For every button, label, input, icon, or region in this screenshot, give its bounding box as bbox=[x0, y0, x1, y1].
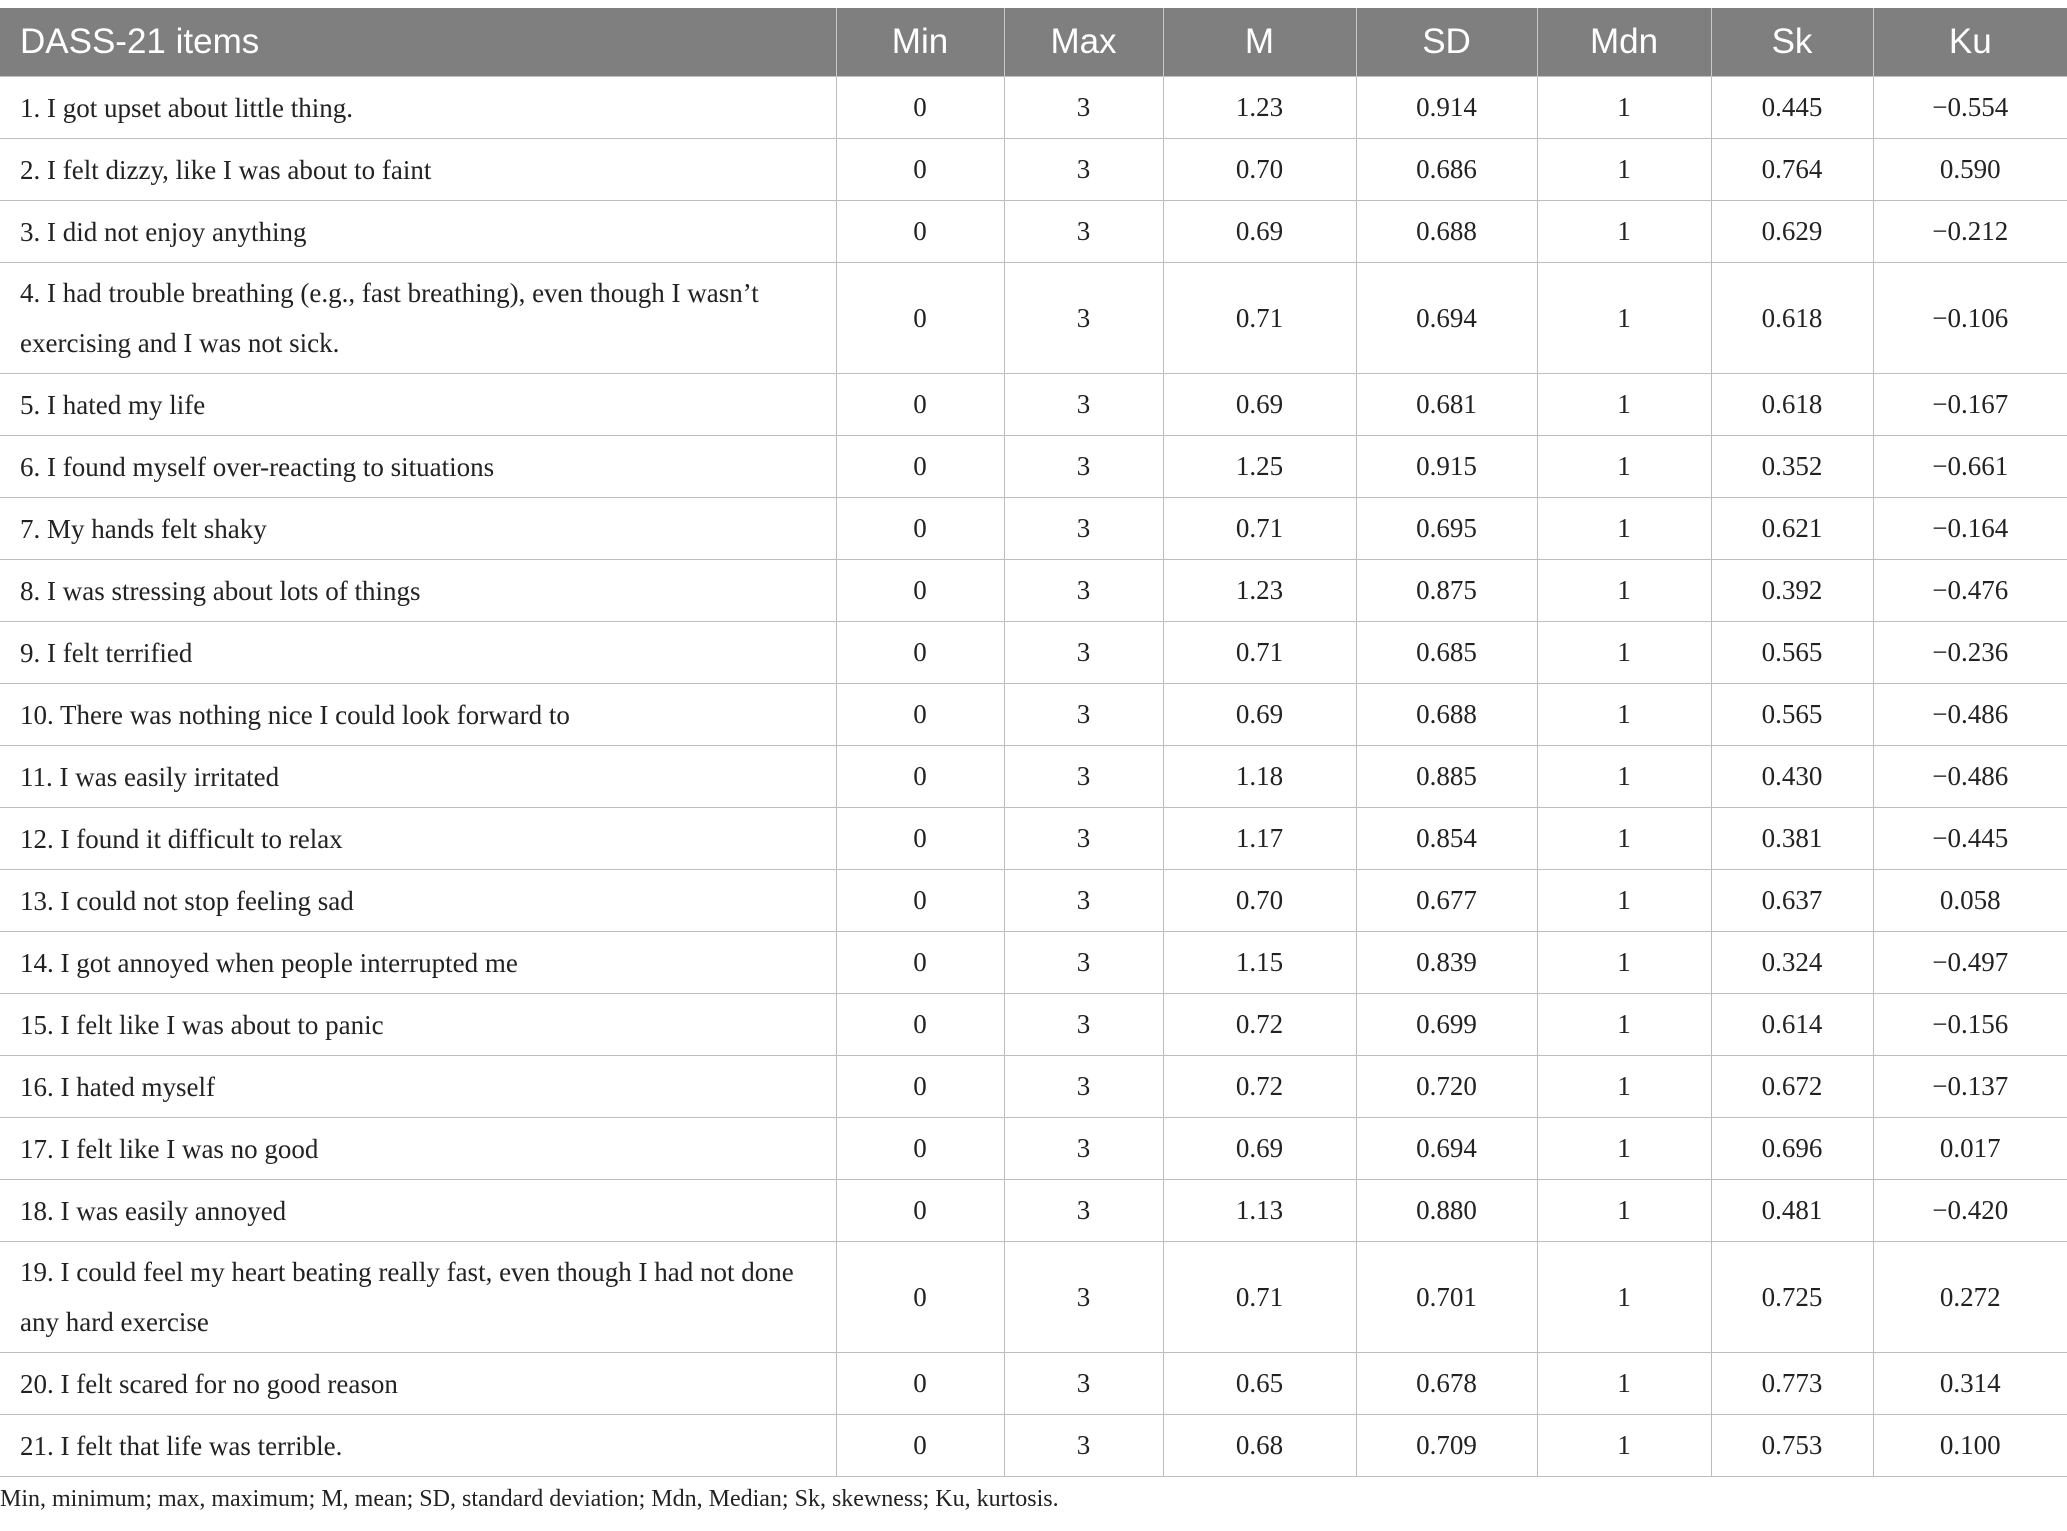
kurtosis-value: −0.167 bbox=[1873, 374, 2067, 436]
median-value: 1 bbox=[1537, 808, 1711, 870]
median-value: 1 bbox=[1537, 870, 1711, 932]
skewness-value: 0.725 bbox=[1711, 1242, 1873, 1353]
min-value: 0 bbox=[836, 1353, 1004, 1415]
header-row bbox=[0, 8, 2067, 77]
min-value: 0 bbox=[836, 932, 1004, 994]
max-value: 3 bbox=[1004, 77, 1163, 139]
table-row bbox=[0, 1415, 2067, 1477]
min-value: 0 bbox=[836, 1118, 1004, 1180]
mean-value: 0.71 bbox=[1163, 1242, 1356, 1353]
sd-value: 0.677 bbox=[1356, 870, 1537, 932]
table-row bbox=[0, 622, 2067, 684]
skewness-value: 0.481 bbox=[1711, 1180, 1873, 1242]
min-value: 0 bbox=[836, 498, 1004, 560]
kurtosis-value: −0.212 bbox=[1873, 201, 2067, 263]
table-row bbox=[0, 932, 2067, 994]
skewness-value: 0.764 bbox=[1711, 139, 1873, 201]
max-value: 3 bbox=[1004, 994, 1163, 1056]
sd-value: 0.720 bbox=[1356, 1056, 1537, 1118]
kurtosis-value: 0.100 bbox=[1873, 1415, 2067, 1477]
item-text: 3. I did not enjoy anything bbox=[0, 201, 836, 263]
mean-value: 0.69 bbox=[1163, 1118, 1356, 1180]
median-value: 1 bbox=[1537, 374, 1711, 436]
kurtosis-value: −0.106 bbox=[1873, 263, 2067, 374]
max-value: 3 bbox=[1004, 1353, 1163, 1415]
median-value: 1 bbox=[1537, 684, 1711, 746]
mean-value: 1.15 bbox=[1163, 932, 1356, 994]
min-value: 0 bbox=[836, 684, 1004, 746]
table-row bbox=[0, 808, 2067, 870]
sd-value: 0.854 bbox=[1356, 808, 1537, 870]
median-value: 1 bbox=[1537, 139, 1711, 201]
skewness-value: 0.629 bbox=[1711, 201, 1873, 263]
table-row bbox=[0, 1056, 2067, 1118]
item-text: 7. My hands felt shaky bbox=[0, 498, 836, 560]
max-value: 3 bbox=[1004, 870, 1163, 932]
skewness-value: 0.430 bbox=[1711, 746, 1873, 808]
median-value: 1 bbox=[1537, 498, 1711, 560]
kurtosis-value: −0.497 bbox=[1873, 932, 2067, 994]
min-value: 0 bbox=[836, 77, 1004, 139]
min-value: 0 bbox=[836, 436, 1004, 498]
skewness-value: 0.696 bbox=[1711, 1118, 1873, 1180]
min-value: 0 bbox=[836, 263, 1004, 374]
min-value: 0 bbox=[836, 1180, 1004, 1242]
item-text: 8. I was stressing about lots of things bbox=[0, 560, 836, 622]
kurtosis-value: 0.058 bbox=[1873, 870, 2067, 932]
item-text: 14. I got annoyed when people interrupted me bbox=[0, 932, 836, 994]
sd-value: 0.695 bbox=[1356, 498, 1537, 560]
sd-value: 0.915 bbox=[1356, 436, 1537, 498]
sd-value: 0.709 bbox=[1356, 1415, 1537, 1477]
mean-value: 0.65 bbox=[1163, 1353, 1356, 1415]
header-items: DASS-21 items bbox=[0, 8, 836, 77]
sd-value: 0.875 bbox=[1356, 560, 1537, 622]
skewness-value: 0.618 bbox=[1711, 374, 1873, 436]
kurtosis-value: −0.476 bbox=[1873, 560, 2067, 622]
sd-value: 0.885 bbox=[1356, 746, 1537, 808]
skewness-value: 0.565 bbox=[1711, 622, 1873, 684]
max-value: 3 bbox=[1004, 498, 1163, 560]
median-value: 1 bbox=[1537, 994, 1711, 1056]
kurtosis-value: −0.164 bbox=[1873, 498, 2067, 560]
mean-value: 0.69 bbox=[1163, 201, 1356, 263]
item-text: 17. I felt like I was no good bbox=[0, 1118, 836, 1180]
mean-value: 0.70 bbox=[1163, 139, 1356, 201]
mean-value: 0.71 bbox=[1163, 498, 1356, 560]
mean-value: 0.71 bbox=[1163, 622, 1356, 684]
kurtosis-value: −0.445 bbox=[1873, 808, 2067, 870]
median-value: 1 bbox=[1537, 560, 1711, 622]
item-text: 1. I got upset about little thing. bbox=[0, 77, 836, 139]
skewness-value: 0.614 bbox=[1711, 994, 1873, 1056]
skewness-value: 0.565 bbox=[1711, 684, 1873, 746]
item-text: 9. I felt terrified bbox=[0, 622, 836, 684]
mean-value: 1.13 bbox=[1163, 1180, 1356, 1242]
max-value: 3 bbox=[1004, 263, 1163, 374]
header-kurtosis: Ku bbox=[1873, 8, 2067, 77]
max-value: 3 bbox=[1004, 560, 1163, 622]
skewness-value: 0.637 bbox=[1711, 870, 1873, 932]
kurtosis-value: 0.590 bbox=[1873, 139, 2067, 201]
skewness-value: 0.753 bbox=[1711, 1415, 1873, 1477]
table-row bbox=[0, 139, 2067, 201]
table-header bbox=[0, 8, 2067, 77]
max-value: 3 bbox=[1004, 1118, 1163, 1180]
sd-value: 0.839 bbox=[1356, 932, 1537, 994]
min-value: 0 bbox=[836, 746, 1004, 808]
table-row bbox=[0, 374, 2067, 436]
mean-value: 0.72 bbox=[1163, 1056, 1356, 1118]
min-value: 0 bbox=[836, 1242, 1004, 1353]
sd-value: 0.681 bbox=[1356, 374, 1537, 436]
kurtosis-value: 0.017 bbox=[1873, 1118, 2067, 1180]
max-value: 3 bbox=[1004, 436, 1163, 498]
kurtosis-value: −0.420 bbox=[1873, 1180, 2067, 1242]
item-text: 12. I found it difficult to relax bbox=[0, 808, 836, 870]
kurtosis-value: 0.272 bbox=[1873, 1242, 2067, 1353]
header-mean: M bbox=[1163, 8, 1356, 77]
mean-value: 0.71 bbox=[1163, 263, 1356, 374]
kurtosis-value: −0.661 bbox=[1873, 436, 2067, 498]
item-text: 4. I had trouble breathing (e.g., fast breathing), even though I wasn’t exercising and I was not sick. bbox=[0, 263, 836, 374]
sd-value: 0.914 bbox=[1356, 77, 1537, 139]
item-text: 11. I was easily irritated bbox=[0, 746, 836, 808]
max-value: 3 bbox=[1004, 622, 1163, 684]
item-text: 6. I found myself over-reacting to situations bbox=[0, 436, 836, 498]
table-row bbox=[0, 498, 2067, 560]
kurtosis-value: −0.156 bbox=[1873, 994, 2067, 1056]
header-min: Min bbox=[836, 8, 1004, 77]
mean-value: 1.17 bbox=[1163, 808, 1356, 870]
item-text: 16. I hated myself bbox=[0, 1056, 836, 1118]
max-value: 3 bbox=[1004, 808, 1163, 870]
skewness-value: 0.672 bbox=[1711, 1056, 1873, 1118]
table-row bbox=[0, 994, 2067, 1056]
max-value: 3 bbox=[1004, 932, 1163, 994]
min-value: 0 bbox=[836, 808, 1004, 870]
item-text: 19. I could feel my heart beating really fast, even though I had not done any hard exercise bbox=[0, 1242, 836, 1353]
median-value: 1 bbox=[1537, 1353, 1711, 1415]
median-value: 1 bbox=[1537, 1056, 1711, 1118]
max-value: 3 bbox=[1004, 746, 1163, 808]
max-value: 3 bbox=[1004, 1415, 1163, 1477]
table-row bbox=[0, 1118, 2067, 1180]
median-value: 1 bbox=[1537, 622, 1711, 684]
header-max: Max bbox=[1004, 8, 1163, 77]
min-value: 0 bbox=[836, 139, 1004, 201]
median-value: 1 bbox=[1537, 1242, 1711, 1353]
kurtosis-value: 0.314 bbox=[1873, 1353, 2067, 1415]
mean-value: 0.72 bbox=[1163, 994, 1356, 1056]
median-value: 1 bbox=[1537, 746, 1711, 808]
sd-value: 0.685 bbox=[1356, 622, 1537, 684]
table-row bbox=[0, 263, 2067, 374]
min-value: 0 bbox=[836, 622, 1004, 684]
sd-value: 0.686 bbox=[1356, 139, 1537, 201]
kurtosis-value: −0.554 bbox=[1873, 77, 2067, 139]
sd-value: 0.688 bbox=[1356, 201, 1537, 263]
table-row bbox=[0, 201, 2067, 263]
mean-value: 1.18 bbox=[1163, 746, 1356, 808]
table-row bbox=[0, 1353, 2067, 1415]
skewness-value: 0.773 bbox=[1711, 1353, 1873, 1415]
dass21-table-container bbox=[0, 8, 2067, 1477]
sd-value: 0.678 bbox=[1356, 1353, 1537, 1415]
median-value: 1 bbox=[1537, 1415, 1711, 1477]
min-value: 0 bbox=[836, 1056, 1004, 1118]
mean-value: 1.23 bbox=[1163, 560, 1356, 622]
median-value: 1 bbox=[1537, 1180, 1711, 1242]
item-text: 18. I was easily annoyed bbox=[0, 1180, 836, 1242]
max-value: 3 bbox=[1004, 1180, 1163, 1242]
sd-value: 0.688 bbox=[1356, 684, 1537, 746]
item-text: 21. I felt that life was terrible. bbox=[0, 1415, 836, 1477]
min-value: 0 bbox=[836, 560, 1004, 622]
kurtosis-value: −0.236 bbox=[1873, 622, 2067, 684]
max-value: 3 bbox=[1004, 1242, 1163, 1353]
min-value: 0 bbox=[836, 1415, 1004, 1477]
median-value: 1 bbox=[1537, 932, 1711, 994]
median-value: 1 bbox=[1537, 77, 1711, 139]
median-value: 1 bbox=[1537, 263, 1711, 374]
sd-value: 0.699 bbox=[1356, 994, 1537, 1056]
min-value: 0 bbox=[836, 994, 1004, 1056]
table-row bbox=[0, 436, 2067, 498]
median-value: 1 bbox=[1537, 1118, 1711, 1180]
table-row bbox=[0, 1242, 2067, 1353]
mean-value: 0.69 bbox=[1163, 684, 1356, 746]
item-text: 10. There was nothing nice I could look forward to bbox=[0, 684, 836, 746]
skewness-value: 0.381 bbox=[1711, 808, 1873, 870]
table-row bbox=[0, 560, 2067, 622]
mean-value: 0.68 bbox=[1163, 1415, 1356, 1477]
max-value: 3 bbox=[1004, 684, 1163, 746]
max-value: 3 bbox=[1004, 374, 1163, 436]
dass21-descriptives-table bbox=[0, 8, 2067, 1477]
table-row bbox=[0, 684, 2067, 746]
table-row bbox=[0, 746, 2067, 808]
table-row bbox=[0, 1180, 2067, 1242]
table-row bbox=[0, 870, 2067, 932]
table-row bbox=[0, 77, 2067, 139]
header-median: Mdn bbox=[1537, 8, 1711, 77]
table-footnote: Min, minimum; max, maximum; M, mean; SD, standard deviation; Mdn, Median; Sk, skewness; Ku, kurtosis. bbox=[0, 1486, 1059, 1512]
skewness-value: 0.621 bbox=[1711, 498, 1873, 560]
skewness-value: 0.445 bbox=[1711, 77, 1873, 139]
header-skewness: Sk bbox=[1711, 8, 1873, 77]
max-value: 3 bbox=[1004, 201, 1163, 263]
skewness-value: 0.324 bbox=[1711, 932, 1873, 994]
table-body bbox=[0, 77, 2067, 1477]
min-value: 0 bbox=[836, 374, 1004, 436]
item-text: 15. I felt like I was about to panic bbox=[0, 994, 836, 1056]
min-value: 0 bbox=[836, 201, 1004, 263]
mean-value: 1.25 bbox=[1163, 436, 1356, 498]
median-value: 1 bbox=[1537, 201, 1711, 263]
sd-value: 0.701 bbox=[1356, 1242, 1537, 1353]
sd-value: 0.694 bbox=[1356, 1118, 1537, 1180]
item-text: 2. I felt dizzy, like I was about to faint bbox=[0, 139, 836, 201]
sd-value: 0.880 bbox=[1356, 1180, 1537, 1242]
mean-value: 1.23 bbox=[1163, 77, 1356, 139]
header-sd: SD bbox=[1356, 8, 1537, 77]
min-value: 0 bbox=[836, 870, 1004, 932]
kurtosis-value: −0.486 bbox=[1873, 684, 2067, 746]
item-text: 5. I hated my life bbox=[0, 374, 836, 436]
mean-value: 0.70 bbox=[1163, 870, 1356, 932]
sd-value: 0.694 bbox=[1356, 263, 1537, 374]
max-value: 3 bbox=[1004, 1056, 1163, 1118]
kurtosis-value: −0.137 bbox=[1873, 1056, 2067, 1118]
median-value: 1 bbox=[1537, 436, 1711, 498]
item-text: 20. I felt scared for no good reason bbox=[0, 1353, 836, 1415]
skewness-value: 0.352 bbox=[1711, 436, 1873, 498]
item-text: 13. I could not stop feeling sad bbox=[0, 870, 836, 932]
skewness-value: 0.392 bbox=[1711, 560, 1873, 622]
max-value: 3 bbox=[1004, 139, 1163, 201]
mean-value: 0.69 bbox=[1163, 374, 1356, 436]
skewness-value: 0.618 bbox=[1711, 263, 1873, 374]
kurtosis-value: −0.486 bbox=[1873, 746, 2067, 808]
